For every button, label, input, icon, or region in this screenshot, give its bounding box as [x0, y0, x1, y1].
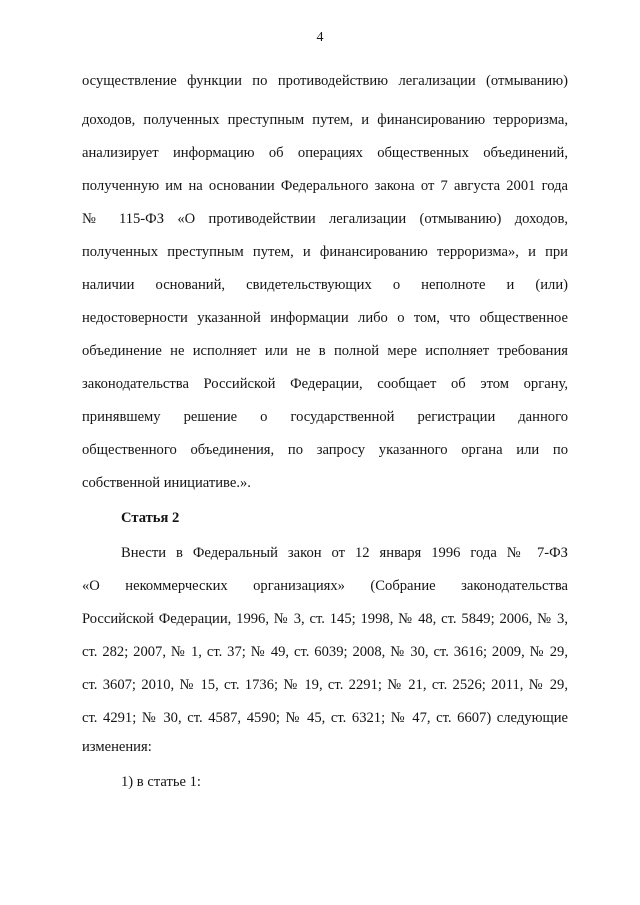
- text-line: осуществление функции по противодействию легализации (отмыванию): [82, 73, 568, 89]
- text-line: ст. 4291; № 30, ст. 4587, 4590; № 45, ст. 6321; № 47, ст. 6607) следующие: [82, 710, 568, 726]
- text-line: полученную им на основании Федерального закона от 7 августа 2001 года: [82, 178, 568, 194]
- article-heading: Статья 2: [121, 510, 180, 526]
- text-line: доходов, полученных преступным путем, и финансированию терроризма,: [82, 112, 568, 128]
- text-line: наличии оснований, свидетельствующих о неполноте и (или): [82, 277, 568, 293]
- text-line: недостоверности указанной информации либо о том, что общественное: [82, 310, 568, 326]
- text-line: «О некоммерческих организациях» (Собрание законодательства: [82, 578, 568, 594]
- text-line: № 115-ФЗ «О противодействии легализации (отмыванию) доходов,: [82, 211, 568, 227]
- text-line: объединение не исполняет или не в полной мере исполняет требования: [82, 343, 568, 359]
- text-line: собственной инициативе.».: [82, 475, 251, 491]
- list-item-1: 1) в статье 1:: [121, 774, 201, 790]
- text-line: Внести в Федеральный закон от 12 января 1996 года № 7-ФЗ: [121, 545, 568, 561]
- text-line: принявшему решение о государственной регистрации данного: [82, 409, 568, 425]
- text-line: общественного объединения, по запросу указанного органа или по: [82, 442, 568, 458]
- text-line: анализирует информацию об операциях общественных объединений,: [82, 145, 568, 161]
- page-number: 4: [316, 30, 324, 45]
- text-line: изменения:: [82, 739, 152, 755]
- text-line: законодательства Российской Федерации, сообщает об этом органу,: [82, 376, 568, 392]
- text-line: ст. 282; 2007, № 1, ст. 37; № 49, ст. 6039; 2008, № 30, ст. 3616; 2009, № 29,: [82, 644, 568, 660]
- text-line: полученных преступным путем, и финансированию терроризма», и при: [82, 244, 568, 260]
- text-line: Российской Федерации, 1996, № 3, ст. 145; 1998, № 48, ст. 5849; 2006, № 3,: [82, 611, 568, 627]
- text-line: ст. 3607; 2010, № 15, ст. 1736; № 19, ст. 2291; № 21, ст. 2526; 2011, № 29,: [82, 677, 568, 693]
